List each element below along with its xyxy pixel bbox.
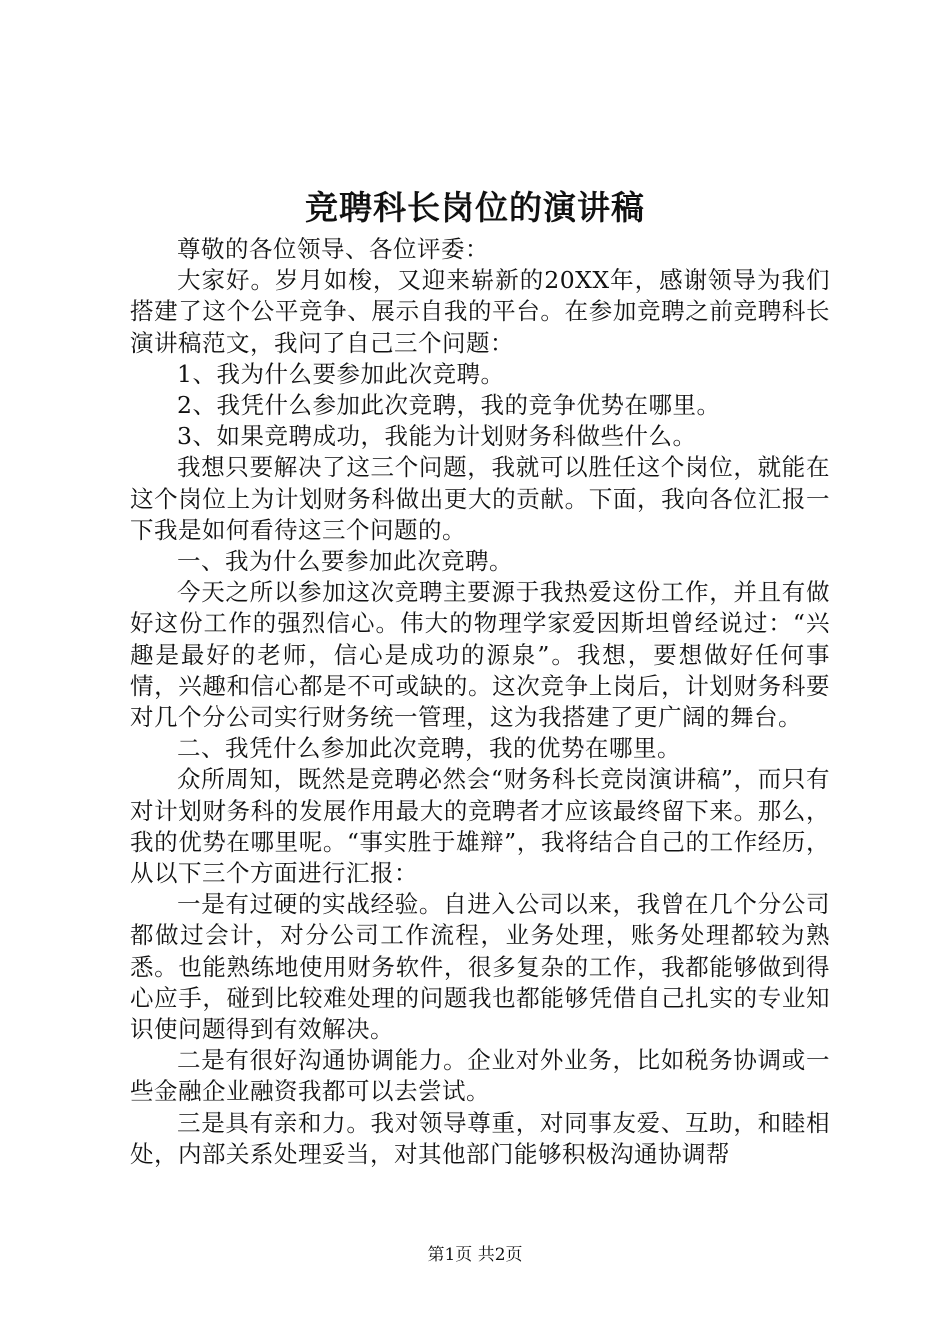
document-title: 竞聘科长岗位的演讲稿 [305, 188, 645, 227]
paragraph-question-1: 1、我为什么要参加此次竞聘。 [177, 359, 505, 388]
paragraph-question-3: 3、如果竞聘成功，我能为计划财务科做些什么。 [177, 422, 697, 451]
paragraph-intro: 我想只要解决了这三个问题，我就可以胜任这个岗位，就能在这个岗位上为计划财务科做出更大的贡献。下面，我向各位汇报一下我是如何看待这三个问题的。 [130, 453, 830, 544]
section-heading-2: 二、我凭什么参加此次竞聘，我的优势在哪里。 [177, 734, 681, 763]
paragraph-question-2: 2、我凭什么参加此次竞聘，我的竞争优势在哪里。 [177, 391, 721, 420]
section-heading-1: 一、我为什么要参加此次竞聘。 [177, 547, 513, 576]
paragraph-greeting: 大家好。岁月如梭，又迎来崭新的20XX年，感谢领导为我们搭建了这个公平竞争、展示自我的平台。在参加竞聘之前竞聘科长演讲稿范文，我问了自己三个问题： [130, 266, 830, 357]
paragraph-point-3: 三是具有亲和力。我对领导尊重，对同事友爱、互助，和睦相处，内部关系处理妥当，对其他部门能够积极沟通协调帮 [130, 1108, 830, 1168]
paragraph-section-2: 众所周知，既然是竞聘必然会“财务科长竞岗演讲稿”，而只有对计划财务科的发展作用最大的竞聘者才应该最终留下来。那么，我的优势在哪里呢。“事实胜于雄辩”，我将结合自己的工作经历，从以下三个方面进行汇报： [130, 765, 830, 888]
paragraph-salutation: 尊敬的各位领导、各位评委： [177, 235, 489, 263]
paragraph-section-1: 今天之所以参加这次竞聘主要源于我热爱这份工作，并且有做好这份工作的强烈信心。伟大的物理学家爱因斯坦曾经说过：“兴趣是最好的老师，信心是成功的源泉”。我想，要想做好任何事情，兴趣和信心都是不可或缺的。这次竞争上岗后，计划财务科要对几个分公司实行财务统一管理，这为我搭建了更广阔的舞台。 [130, 578, 830, 732]
paragraph-point-1: 一是有过硬的实战经验。自进入公司以来，我曾在几个分公司都做过会计，对分公司工作流程，业务处理，账务处理都较为熟悉。也能熟练地使用财务软件，很多复杂的工作，我都能够做到得心应手，碰到比较难处理的问题我也都能够凭借自己扎实的专业知识使问题得到有效解决。 [130, 890, 830, 1044]
paragraph-point-2: 二是有很好沟通协调能力。企业对外业务，比如税务协调或一些金融企业融资我都可以去尝试。 [130, 1046, 830, 1106]
page-footer: 第1页 共2页 [427, 1245, 523, 1265]
document-body [130, 234, 830, 1170]
